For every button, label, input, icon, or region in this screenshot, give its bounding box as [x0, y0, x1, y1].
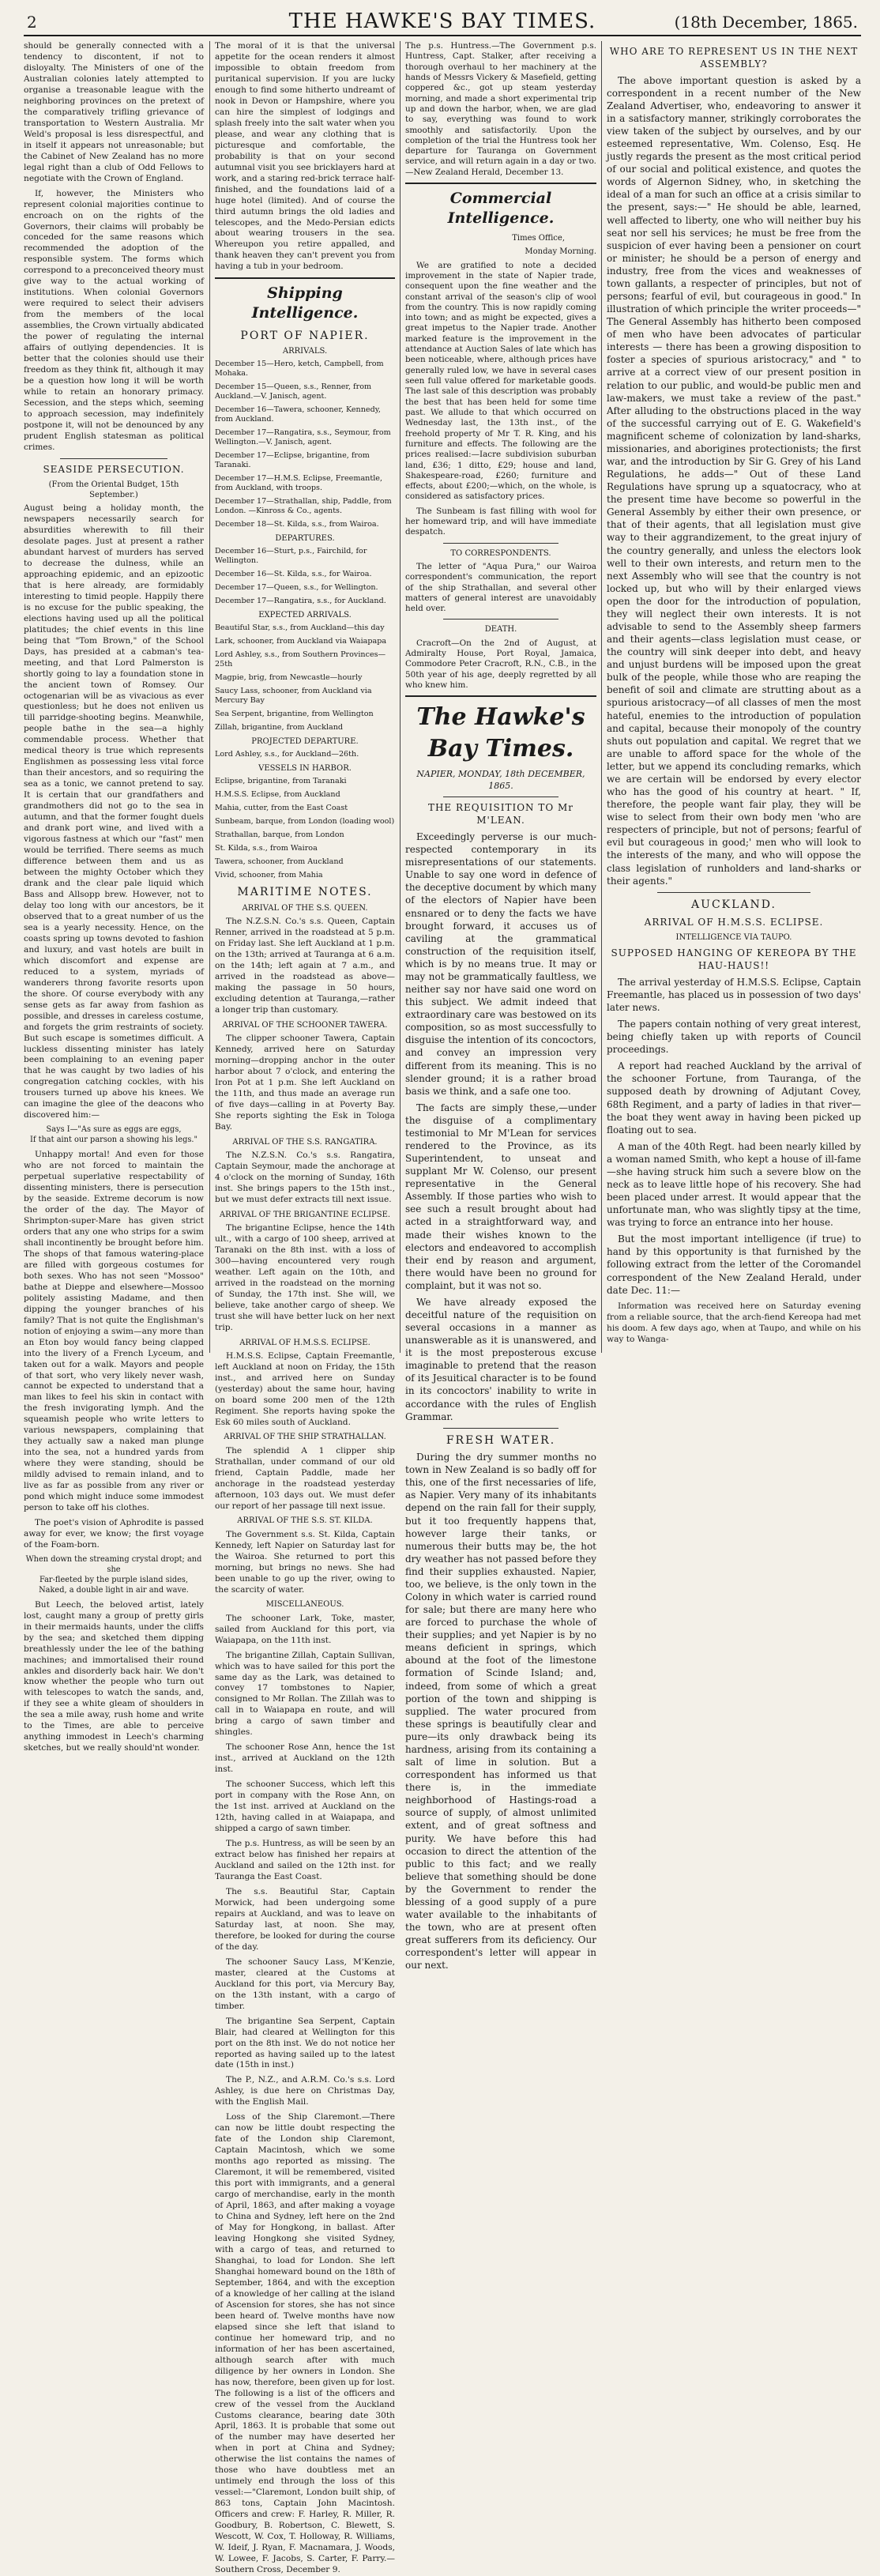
- column-2: [215, 41, 395, 2575]
- list-item: December 18—St. Kilda, s.s., from Wairoa.: [215, 519, 379, 529]
- article-paragraph: should be generally connected with a tendency to discontent, if not to disloyalty. The Ministers of one of the Australian colonies lately attempted to organise a treasonable league with the neighboring provinces on the pretext of the comparatively trifling grievance of transportation to Western Australia. Mr Weld's proposal is less disrespectful, and in itself it appears not unreasonable; but the Cabinet of New Zealand has no more legal right than a club of Odd Fellows to negotiate with the Crown of England.: [24, 41, 204, 183]
- masthead: THE HAWKE'S BAY TIMES.: [288, 9, 596, 33]
- page-header: [24, 6, 861, 36]
- column-3: [405, 41, 596, 1972]
- shipping-title: Shipping Intelligence.: [251, 284, 359, 322]
- list-item: Strathallan, barque, from London: [215, 830, 344, 840]
- list-item: H.M.S.S. Eclipse, from Auckland: [215, 790, 340, 800]
- column-rule: [601, 41, 602, 1353]
- list-item: Zillah, brigantine, from Auckland: [215, 723, 344, 733]
- list-item: St. Kilda, s.s., from Wairoa: [215, 844, 318, 853]
- divider: [405, 695, 596, 697]
- article-paragraph: If, however, the Ministers who represent colonial majorities continue to encroach on on the rights of the Governors, their claims will probably be conceded for the same reasons which recommended the adoption of the responsible system. The forms which correspond to a preconceived theory must give way to the actual working of institutions. When colonial Governors were required to select their advisers from the members of the local assemblies, the Crown virtually abdicated the power of regulating the internal affairs of outlying dependencies. It is better that the colonies should use their freedom as they think fit, although it may be a question how long it will be worth while to retain an honorary primacy. Secession, and the steps which, seeming to approach secession, may indefinitely postpone it, will not be denounced by any prudent English statesman as political crimes.: [24, 188, 204, 452]
- maritime-heading: ARRIVAL OF THE S.S. RANGATIRA.: [232, 1137, 378, 1147]
- poem-line: If that aint our parson a showing his legs.": [29, 1135, 198, 1145]
- poem: [24, 1555, 204, 1596]
- list-item: December 16—St. Kilda, s.s., for Wairoa.: [215, 570, 372, 579]
- list-item: Eclipse, brigantine, from Taranaki: [215, 777, 347, 786]
- article-paragraph: The arrival yesterday of H.M.S.S. Eclipse, Captain Freemantle, has placed us in possession of two days' later news.: [607, 976, 861, 1013]
- divider: [443, 619, 558, 620]
- column-1: [24, 41, 204, 1753]
- article-paragraph: The papers contain nothing of very great interest, being chiefly taken up with reports of Council proceedings.: [607, 1019, 861, 1056]
- article-paragraph: During the dry summer months no town in New Zealand is so badly off for this, one of the first necessaries of life, as Napier. Very many of its inhabitants depend on the rain fall for their supply, but it too frequently happens that, however large their tanks, or numerous their butts may be, the hot dry weather has not passed before they find their supplies exhausted. Napier, too, we believe, is the only town in the Colony in which water is carried round for sale; but there are many here who are forced to purchase the whole of their supplies; and yet Napier is by no means deficient in springs, which abound at the foot of the limestone formation of Scinde Island; and, indeed, from some of which a great portion of the town and shipping is supplied. The water procured from these springs is beautifully clear and pure—its only drawback being its hardness, arising from its containing a salt of lime in solution. But a correspondent has informed us that there is, in the immediate neighborhood of Hastings-road a source of supply, of almost unlimited extent, and of great softness and purity. We have before this had occasion to direct the attention of the public to this fact; and we really believe that something should be done by the Government to render the blessing of a good supply of a pure water available to the inhabitants of the town, who are at present often great sufferers from its deficiency. Our correspondent's letter will appear in our next.: [405, 1452, 596, 1972]
- maritime-note: The Government s.s. St. Kilda, Captain Kennedy, left Napier on Saturday last for the Wairoa. She returned to port this morning, but brings no news. She had been unable to go up the river, owing to the scarcity of water.: [215, 1529, 395, 1595]
- maritime-note: H.M.S.S. Eclipse, Captain Freemantle, left Auckland at noon on Friday, the 15th inst., and arrived here on Sunday (yesterday) about the same hour, having on board some 200 men of the 12th Regiment. She reports having spoke the Esk 60 miles south of Auckland.: [215, 1350, 395, 1427]
- death-title: DEATH.: [484, 625, 517, 635]
- article-paragraph: A man of the 40th Regt. had been nearly killed by a woman named Smith, who kept a house of ill-fame—she having struck him such a severe blow on the neck as to leave little hope of his recovery. She had been placed under arrest. It would appear that the unfortunate man, who was slightly tipsy at the time, was trying to force an entrance into her house.: [607, 1140, 861, 1229]
- arrivals-list: [215, 360, 395, 529]
- list-item: Sea Serpent, brigantine, from Wellington: [215, 710, 374, 719]
- list-item: Saucy Lass, schooner, from Auckland via Mercury Bay: [215, 687, 372, 706]
- vessels-list: [215, 777, 395, 880]
- misc-note: The schooner Lark, Toke, master, sailed from Auckland for this port, via Waiapapa, on the 11th inst.: [215, 1613, 395, 1645]
- expected-list: [215, 623, 395, 733]
- poem: [24, 1125, 204, 1146]
- maritime-note: The splendid A 1 clipper ship Strathallan, under command of our old friend, Captain Paddle, made her anchorage in the roadstead yesterday afternoon, 103 days out. We must defer our report of her passage till next issue.: [215, 1445, 395, 1511]
- intelligence-title: INTELLIGENCE VIA TAUPO.: [675, 932, 792, 942]
- correspondents-note: The letter of "Aqua Pura," our Wairoa correspondent's communication, the report of the ship Strathallan, and several other matters of general interest are unavoidably held over.: [405, 561, 596, 614]
- column-rule: [400, 41, 401, 1353]
- maritime-heading: ARRIVAL OF THE SCHOONER TAWERA.: [222, 1020, 388, 1030]
- list-item: December 17—Rangatira, s.s., Seymour, from Wellington.—V. Janisch, agent.: [215, 428, 391, 447]
- article-paragraph: The moral of it is that the universal appetite for the ocean renders it almost impossible to obtain freedom from puritanical supervision. If you are lucky enough to find some hitherto undreamt of nook in Devon or Hampshire, where you can hire the simplest of lodgings and splash freely into the salt water when you please, and wear any clothing that is picturesque and comfortable, the probability is that on your second autumnal visit you see bricklayers hard at work, and a staring red-brick terrace half-finished, and the foundations laid of a huge hotel (limited). And of course the third autumn brings the old ladies and telescopes, and the Medo-Persian edicts about wearing trousers in the sea. Whereupon you retire appalled, and thank heaven they can't prevent you from having a tub in your bedroom.: [215, 41, 395, 272]
- dateline: NAPIER, MONDAY, 18th DECEMBER, 1865.: [416, 769, 585, 791]
- divider: [657, 892, 810, 893]
- misc-note: The schooner Saucy Lass, M'Kenzie, master, cleared at the Customs at Auckland for this port, via Mercury Bay, on the 13th instant, with a cargo of timber.: [215, 1956, 395, 2011]
- maritime-note: The N.Z.S.N. Co.'s s.s. Rangatira, Captain Seymour, made the anchorage at 4 o'clock on the morning of Sunday, 16th inst. She brings papers to the 15th inst., but we must defer extracts till next issue.: [215, 1150, 395, 1204]
- list-item: December 16—Tawera, schooner, Kennedy, from Auckland.: [215, 405, 381, 424]
- list-item: December 17—Eclipse, brigantine, from Taranaki.: [215, 451, 370, 470]
- maritime-title: MARITIME NOTES.: [237, 886, 373, 899]
- page-number: 2: [27, 13, 37, 32]
- article-paragraph: Exceedingly perverse is our much-respected contemporary in its misrepresentations of our statements. Unable to say one word in defence of the deceptive document by which many of the electors of Napier have been ensnared or to deny the facts we have brought forward, it accuses us of caviling at the grammatical construction of the requisition itself, which is by no means true. It may or may not be grammatically faultless, we neither say nor have said one word on this subject. We admit indeed that extraordinary care was bestowed on its composition, so as most successfully to disguise the intention of its concoctors, and convey an impression very different from its meaning. This is no slender ground; it is a rather broad basis we think, and a safe one too.: [405, 831, 596, 1097]
- list-item: Tawera, schooner, from Auckland: [215, 857, 344, 867]
- divider: [443, 1428, 558, 1429]
- divider: [405, 183, 596, 184]
- list-item: Sunbeam, barque, from London (loading wool): [215, 817, 395, 827]
- misc-note: Loss of the Ship Claremont.—There can now be little doubt respecting the fate of the London ship Claremont, Captain Macintosh, which we some months ago reported as missing. The Claremont, it will be remembered, visited this port with immigrants, and a general cargo of merchandise, early in the month of April, 1863, and after making a voyage to China and Sydney, left here on the 2nd of May for Hongkong, in ballast. After leaving Hongkong she visited Sydney, with a cargo of teas, and returned to Shanghai, to load for London. She left Shanghai homeward bound on the 18th of September, 1864, and with the exception of a knowledge of her calling at the island of Ascension for stores, she has not since been heard of. Twelve months have now elapsed since she left that island to continue her homeward trip, and no information of her has been ascertained, although search after with much diligence by her owners in London. She has now, therefore, been given up for lost. The following is a list of the officers and crew of the vessel from the Auckland Customs clearance, bearing date 30th April, 1863. It is probable that some out of the number may have deserted her when in port at China and Sydney; otherwise the list contains the names of those who have doubtless met an untimely end through the loss of this vessel:—"Claremont, London built ship, of 863 tons, Captain John Macintosh. Officers and crew: F. Harley, R. Miller, R. Goodbury, B. Robertson, C. Blewett, S. Wescott, W. Cox, T. Holloway, R. Williams, W. Ideif, J. Ryan, F. Macnamara, J. Woods, W. Lowee, F. Jacobs, S. Carter, F. Parry.—Southern Cross, December 9.: [215, 2112, 395, 2575]
- column-rule: [209, 41, 210, 1353]
- article-paragraph: A report had reached Auckland by the arrival of the schooner Fortune, from Tauranga, of the supposed death by drowning of Adjutant Covey, 68th Regiment, and a party of ladies in that river—the boat they went away in having been picked up floating out to sea.: [607, 1060, 861, 1135]
- issue-date: (18th December, 1865.: [674, 13, 858, 32]
- poem-line: Far-fleeted by the purple island sides,: [39, 1575, 189, 1584]
- article-paragraph: We have already exposed the deceitful nature of the requisition on several occasions in a manner as unanswerable as it is unanswered, and it is the most preposterous excuse imaginable to pretend that the reason of its Jesuitical character is to be found in its concoctors' inability to write in accordance with the rules of English Grammar.: [405, 1296, 596, 1422]
- list-item: December 17—H.M.S. Eclipse, Freemantle, from Auckland, with troops.: [215, 474, 382, 492]
- misc-title: MISCELLANEOUS.: [265, 1600, 344, 1610]
- divider: [215, 277, 395, 279]
- list-item: Beautiful Star, s.s., from Auckland—this day: [215, 623, 385, 633]
- list-item: Mahia, cutter, from the East Coast: [215, 804, 348, 813]
- poem-line: Says I—"As sure as eggs are eggs,: [46, 1125, 182, 1135]
- list-item: Lord Ashley, s.s., for Auckland—26th.: [215, 750, 359, 759]
- column-4: [607, 41, 861, 1353]
- vessels-title: VESSELS IN HARBOR.: [258, 764, 352, 774]
- article-paragraph: Unhappy mortal! And even for those who are not forced to maintain the perpetual superlative respectability of dissenting ministers, there is persecution by the seaside. Extreme decorum is now the order of the day. The Mayor of Shrimpton-super-Mare has given strict orders that any one who strips for a swim shall incontinently be brought before him. The shops of that famous watering-place are filled with gorgeous costumes for both sexes. Who has not seen "Mossoo" bathe at Dieppe and elsewhere—Mossoo politely assisting Madame, and then dipping the younger branches of his family? That is not quite the Englishman's notion of enjoying a swim—any more than an Eton boy would fancy being clapped into the livery of a French Lyceum, and taken out for a walk. Mayors and people of that sort, who very likely never wash, cannot be expected to understand that a man likes to feel his skin in contact with the fresh invigorating lymph. And the squeamish people who write letters to various newspapers, complaining that they actually saw a naked man plunge into the sea, not a hundred yards from where they were standing, should be mildly advised to remain inland, and to live as far as possible from any river or pond which might induce some immodest person to take off his clothes.: [24, 1150, 204, 1513]
- commercial-office: Times Office,: [512, 234, 565, 243]
- list-item: December 17—Queen, s.s., for Wellington.: [215, 583, 378, 593]
- arrival-title: ARRIVAL OF H.M.S.S. ECLIPSE.: [644, 917, 824, 928]
- fresh-water-title: FRESH WATER.: [446, 1433, 556, 1447]
- article-paragraph: The above important question is asked by a correspondent in a recent number of the New Zealand Advertiser, who, endeavoring to answer it in a satisfactory manner, strikingly corroborates the view taken of the subject by ourselves, and by our esteemed representative, Wm. Colenso, Esq. He justly regards the present as the most critical period of our social and political existence, and quotes the words of Algernon Sidney, who, in sketching the ideal of a man for such an office at a crisis similar to the present, says:—" He should be able, learned, well affected to liberty, one who will neither buy his seat nor sell his services; he must be free from the suspicion of ever having been a pensioner on court or minister; he should be a person of energy and industry, free from the vices and weaknesses of town gallants, a respecter of principles, but not of persons; fearful of evil, but courageous in good." In illustration of which principle the writer proceeds—" The General Assembly has hitherto been composed of men who have been advocates of particular interests — there has been a growing disposition to foster a species of spurious aristocracy," and " to arrive at a correct view of our present position in relation to our public, and would-be public men and law-makers, we must take a review of the past." After alluding to the obstructions placed in the way of the successful carrying out of E. G. Wakefield's magnificent scheme of colonization by land-sharks, missionaries, and aborigines protectionists; the first war, and the introduction by Sir G. Grey of his Land Regulations, he adds—" Out of these Land Regulations have sprung up a squatocracy, who at the present time have become so powerful in the General Assembly by either their own presence, or that of their agents, that all legislation must give way to their aggrandizement, to the great injury of the country generally, and unless the electors look well to their own interests, and return men to the next Assembly who will see that the country is not locked up, but who will by their enlarged views open the door for the introduction of population, they will neglect their own interests. It is not advisable to send to the Assembly sheep farmers and their agents—class legislation must cease, or the country will sink deeper into debt, and heavy and unjust burdens will be imposed upon the great bulk of the people, while those who are reaping the benefit of soil and climate are strutting about as a spurious aristocracy—of all classes of men the most hateful, enemies to the introduction of population and capital, because their monopoly of the country shuts out population and capital. We regret that we are unable to afford space for the whole of the letter, but we append its concluding remarks, which we are certain will be endorsed by every elector who has the good of his country at heart. " If, therefore, the people want fair play, they will be wise to select from their own body men 'who are respecters of principle, but not of persons; fearful of evil but courageous in good;' men who will look to the interests of the many, and who will oppose the class legislation of runholders and land-sharks or their agents.": [607, 74, 861, 887]
- editorial-masthead: The Hawke's Bay Times.: [416, 703, 585, 763]
- projected-title: PROJECTED DEPARTURE.: [251, 737, 359, 747]
- maritime-heading: ARRIVAL OF H.M.S.S. ECLIPSE.: [239, 1338, 370, 1347]
- list-item: Magpie, brig, from Newcastle—hourly: [215, 673, 363, 683]
- auckland-title: AUCKLAND.: [691, 898, 777, 911]
- list-item: December 17—Rangatira, s.s., for Auckland.: [215, 597, 386, 606]
- commercial-day: Monday Morning.: [525, 247, 596, 257]
- misc-note: The schooner Success, which left this port in company with the Rose Ann, on the 1st inst. arrived at Auckland on the 12th, having called in at Waiapapa, and shipped a cargo of sawn timber.: [215, 1779, 395, 1834]
- who-title: WHO ARE TO REPRESENT US IN THE NEXT ASSEMBLY?: [609, 46, 859, 70]
- maritime-heading: ARRIVAL OF THE SHIP STRATHALLAN.: [224, 1433, 386, 1442]
- huntress-note: The p.s. Huntress.—The Government p.s. Huntress, Capt. Stalker, after receiving a thorough overhaul to her machinery at the hands of Messrs Vickery & Masefield, getting coppered &c., got up steam yesterday morning, and made a short experimental trip up and down the harbor, when, we are glad to say, everything was found to work smoothly and satisfactorily. Upon the completion of the trial the Huntress took her departure for Tauranga on Government service, and will return again in a day or two.—New Zealand Herald, December 13.: [405, 41, 596, 177]
- maritime-note: The N.Z.S.N. Co.'s s.s. Queen, Captain Renner, arrived in the roadstead at 5 p.m. on Friday last. She left Auckland at 1 p.m. on the 13th; arrived at Tauranga at 6 a.m. on the 14th; left again at 7 a.m., and arrived in the roadstead as above—making the passage in 50 hours, excluding detention at Tauranga,—rather a longer trip than customary.: [215, 916, 395, 1015]
- death-notice: Cracroft—On the 2nd of August, at Admiralty House, Port Royal, Jamaica, Commodore Peter Cracroft, R.N., C.B., in the 50th year of his age, deeply regretted by all who knew him.: [405, 638, 596, 690]
- arrivals-title: ARRIVALS.: [282, 346, 328, 356]
- article-paragraph: The Sunbeam is fast filling with wool for her homeward trip, and will have immediate despatch.: [405, 506, 596, 537]
- maritime-note: The brigantine Eclipse, hence the 14th ult., with a cargo of 100 sheep, arrived at Taranaki on the 8th inst. with a loss of 300—having encountered very rough weather. Left again on the 10th, and arrived in the roadstead on the morning of Sunday, the 17th inst. She will, we believe, take another cargo of sheep. We trust she will have better luck on her next trip.: [215, 1222, 395, 1332]
- misc-note: The schooner Rose Ann, hence the 1st inst., arrived at Auckland on the 12th inst.: [215, 1742, 395, 1775]
- list-item: Vivid, schooner, from Mahia: [215, 871, 323, 880]
- list-item: Lord Ashley, s.s., from Southern Provinces—25th: [215, 650, 386, 669]
- maritime-heading: ARRIVAL OF THE S.S. ST. KILDA.: [237, 1516, 373, 1526]
- misc-note: The s.s. Beautiful Star, Captain Morwick, had been undergoing some repairs at Auckland, and was to leave on Saturday last, at noon. She may, therefore, be looked for during the course of the day.: [215, 1886, 395, 1952]
- maritime-note: The clipper schooner Tawera, Captain Kennedy, arrived here on Saturday morning—dropping anchor in the outer harbor about 7 o'clock, and entering the Iron Pot at 1 p.m. She left Auckland on the 11th, and thus made an average run of five days—calling in at Poverty Bay. She reports sighting the Esk in Tologa Bay.: [215, 1033, 395, 1132]
- misc-note: The brigantine Zillah, Captain Sullivan, which was to have sailed for this port the same day as the Lark, was detained to convey 17 tombstones to Napier, consigned to Mr Rollan. The Zillah was to call in to Waiapapa en route, and will bring a cargo of sawn timber and shingles.: [215, 1650, 395, 1738]
- commercial-title: Commercial Intelligence.: [447, 190, 555, 228]
- departures-list: [215, 547, 395, 606]
- correspondents-title: TO CORRESPONDENTS.: [450, 548, 551, 558]
- hanging-title: SUPPOSED HANGING OF KEREOPA BY THE HAU-HAUS!!: [611, 947, 857, 971]
- article-paragraph: We are gratified to note a decided improvement in the state of Napier trade, consequent upon the fine weather and the constant arrival of the season's clip of wool from the country. This is now rapidly coming into town; and as might be expected, gives a great impetus to the Napier trade. Another marked feature is the improvement in the attendance at Auction Sales of late which has been noticeable, where, although prices have generally ruled low, we have in several cases seen full value offered for marketable goods. The last sale of this description was probably the best that has been held for some time past. We allude to that which occurred on Wednesday last, the 13th inst., of the freehold property of Mr T. R. King, and his furniture and effects. The following are the prices realised:—Iacre subdivision suburban land, £36; 1 ditto, £29; house and land, Shakespeare-road, £260; furniture and effects, about £200;—which, on the whole, is considered as satisfactory prices.: [405, 260, 596, 502]
- maritime-heading: ARRIVAL OF THE S.S. QUEEN.: [242, 903, 368, 913]
- maritime-heading: ARRIVAL OF THE BRIGANTINE ECLIPSE.: [219, 1210, 391, 1219]
- list-item: December 15—Hero, ketch, Campbell, from Mohaka.: [215, 360, 384, 378]
- expected-title: EXPECTED ARRIVALS.: [258, 611, 352, 620]
- article-paragraph: The poet's vision of Aphrodite is passed away for ever, we know; the first voyage of the Foam-born.: [24, 1518, 204, 1550]
- divider: [443, 543, 558, 544]
- article-paragraph: But the most important intelligence (if true) to hand by this opportunity is that furnished by the following extract from the letter of the Coromandel correspondent of the New Zealand Herald, under date Dec. 11:—: [607, 1233, 861, 1296]
- list-item: December 16—Sturt, p.s., Fairchild, for Wellington.: [215, 547, 367, 566]
- poem-line: Naked, a double light in air and wave.: [39, 1585, 189, 1595]
- list-item: December 15—Queen, s.s., Renner, from Auckland.—V. Janisch, agent.: [215, 382, 372, 401]
- misc-note: The p.s. Huntress, as will be seen by an extract below has finished her repairs at Auckland and sailed on the 12th inst. for Tauranga the East Coast.: [215, 1839, 395, 1881]
- seaside-source: (From the Oriental Budget, 15th September.): [48, 480, 179, 499]
- article-paragraph: August being a holiday month, the newspapers necessarily search for absurdities wherewith to fill their desolate pages. Just at present a rather abundant harvest of murders has served to decrease the dulness, while an approaching epidemic, and an epizootic that is here already, are formidably interesting to timid people. Happily there is no excuse for the public speaking, the elections having used up all the political platitudes; the chief events in this line being that "Tom Brown," of the School Days, has presided at a cabman's tea-meeting, and that Lord Palmerston is shortly going to lay a foundation stone in the ancient town of Romsey. Our octogenarian will be as vivacious as ever questionless; but he does not enliven us till parridge-shooting begins. Meanwhile, people bathe in the sea—a highly commendable process. Whether that medical theory is true which represents Englishmen as possessing less vital force than their ancestors, and so requiring the sea as a tonic, we cannot pretend to say. It is certain that our grandfathers and grandmothers did not go to the sea in autumn, and that the former fought duels and drank port wine, and lived with a vigorous fastness at which our "fast" men would be terrified. There seems as much difference between them and us as between the mighty October which they drank and the clear pale liquid which Bass and Allsopp brew. However, not to delay too long with our ancestors, be it observed that to a great number of us the sea is a yearly necessity. Hence, on the coasts spring up towns devoted to fashion and luxury, and vast hotels are built in which discomfort and expense are reduced to a system, myriads of wanderers throng favorite resorts upon the shore. Of course everybody with any sense gets as far away from fashion as possible, and dresses in careless costume, and forgets the grim restraints of society. But such escape is sometimes difficult. A luckless dissenting minister has lately been complaining to an evening paper that he was caught by two ladies of his congregation catching cockles, with his trousers turned up above his knees. We can imagine the glee of the deacons who discovered him:—: [24, 503, 204, 1120]
- list-item: December 17—Strathallan, ship, Paddle, from London. —Kinross & Co., agents.: [215, 496, 392, 515]
- seaside-title: SEASIDE PERSECUTION.: [43, 463, 185, 475]
- departures-title: DEPARTURES.: [275, 533, 335, 543]
- article-paragraph: But Leech, the beloved artist, lately lost, caught many a group of pretty girls in their mermaids haunts, under the cliffs by the sea; and sketched them dipping breathlessly under the lee of the bathing machines; and immortalised their round ankles and disorderly back hair. We don't know whether the people who turn out with telescopes to watch the sands, and, if they see a white gleam of shoulders in the sea a mile away, rush home and write to the Times, are able to perceive anything immodest in Leech's charming sketches, but we really should'nt wonder.: [24, 1599, 204, 1753]
- port-title: PORT OF NAPIER.: [240, 329, 370, 342]
- list-item: Lark, schooner, from Auckland via Waiapapa: [215, 637, 387, 646]
- poem-line: When down the streaming crystal dropt; and she: [25, 1555, 202, 1574]
- misc-note: The brigantine Sea Serpent, Captain Blair, had cleared at Wellington for this port on the 8th inst. We do not notice her reported as having sailed up to the latest date (15th in inst.): [215, 2016, 395, 2070]
- requisition-title: THE REQUISITION TO Mr M'LEAN.: [427, 802, 574, 827]
- article-paragraph: Information was received here on Saturday evening from a reliable source, that the arch-fiend Kereopa had met his doom. A few days ago, when at Taupo, and while on his way to Wanga-: [607, 1301, 861, 1345]
- divider: [60, 458, 168, 459]
- misc-note: The P., N.Z., and A.R.M. Co.'s s.s. Lord Ashley, is due here on Christmas Day, with the English Mail.: [215, 2075, 395, 2107]
- article-paragraph: The facts are simply these,—under the disguise of a complimentary testimonial to Mr M'Lean for services rendered to the Province, as its Superintendent, to unseat and supplant Mr W. Colenso, our present representative in the General Assembly. If those parties who wish to see such a result brought about had acted in a straightforward way, and made their wishes known to the electors and endeavored to accomplish their end by reason and argument, there would have been no ground for complaint, but it was not so.: [405, 1102, 596, 1291]
